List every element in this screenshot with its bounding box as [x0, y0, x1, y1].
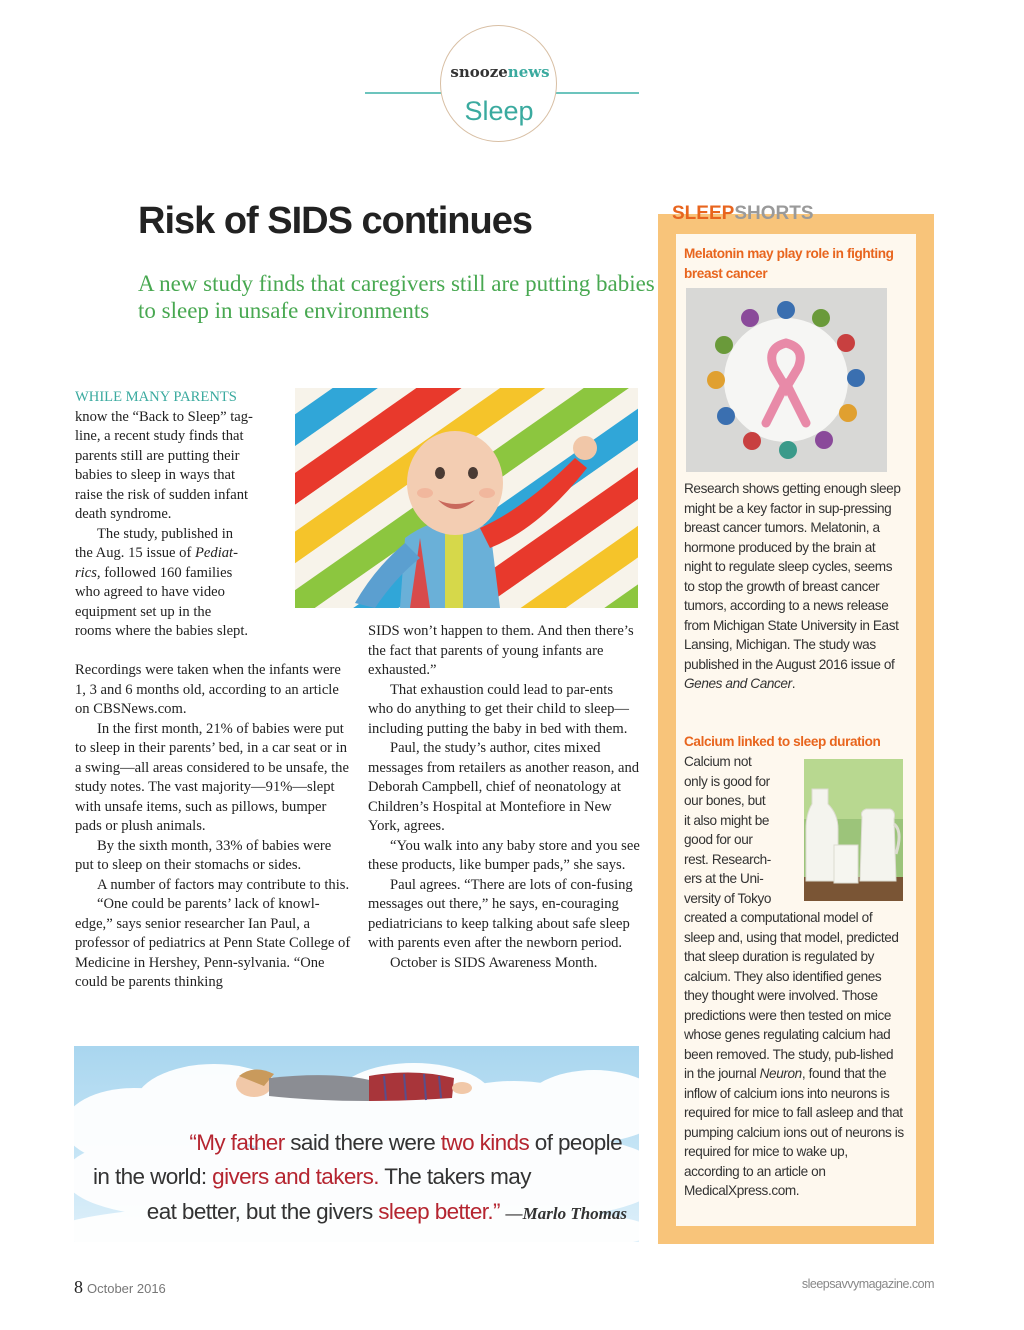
- column-1-wide: [75, 661, 353, 993]
- issue-date: October 2016: [87, 1281, 166, 1296]
- para-1-line: babies to sleep in ways that: [75, 467, 236, 483]
- para-3: In the first month, 21% of babies were put to sleep in their parents’ bed, in a car seat or in a swing—all areas considered to be unsafe, the study notes. The vast majority—91%—slept with unsafe items, such as pillows, bumper pads or plush animals.: [75, 720, 349, 834]
- sidebar-item-2-heading: Calcium linked to sleep duration: [684, 734, 881, 749]
- milk-bottles-photo: [804, 759, 903, 901]
- col2-para-5: Paul agrees. “There are lots of con-fusing messages out there,” he says, en-couraging pediatricians to keep talking about safe sleep with parents even after the newborn period.: [368, 876, 633, 951]
- sidebar-item-1-heading: Melatonin may play role in fighting breast cancer: [684, 246, 894, 281]
- quote-banner: [74, 1046, 639, 1242]
- section-label: Sleep: [464, 96, 534, 126]
- para-2-line: the Aug. 15 issue of Pediat-: [75, 545, 238, 561]
- col2-para-3: Paul, the study’s author, cites mixed messages from retailers as another reason, and Deborah Campbell, chief of neonatology at Children’s Hospital at Montefiore in New York, agrees.: [368, 740, 640, 834]
- para-4: By the sixth month, 33% of babies were put to sleep on their stomachs or sides.: [75, 837, 332, 873]
- brand-logo: snoozenews: [450, 63, 550, 81]
- column-2: [368, 622, 640, 973]
- quote-line-3: eat better, but the givers sleep better.” —Marlo Thomas: [146, 1199, 627, 1224]
- sidebar-title: SLEEPSHORTS: [672, 203, 814, 224]
- quote-line-2: in the world: givers and takers. The takers may: [93, 1164, 531, 1189]
- sidebar-item-2-narrow: Calcium not only is good for our bones, but it also might be good for our rest. Research- ers at the Uni- versity of Tokyo: [684, 754, 772, 906]
- para-1-line: raise the risk of sudden infant: [75, 486, 249, 503]
- para-1-line: death syndrome.: [75, 506, 172, 522]
- article-headline: Risk of SIDS continues: [138, 200, 532, 242]
- para-2-line: rics, followed 160 families: [75, 564, 233, 581]
- para-2-cont: Recordings were taken when the infants were 1, 3 and 6 months old, according to an article on CBSNews.com.: [75, 662, 341, 717]
- ribbon-circle-photo: [686, 288, 887, 472]
- para-2-line: rooms where the babies slept.: [75, 623, 249, 639]
- sidebar-item-1-body: Research shows getting enough sleep might be a key factor in sup-pressing breast cancer tumors. Melatonin, a hormone produced by the brain at night to regulate sleep cycles, seems to stop the growth of breast cancer tumors, according to a news release from Michigan State University in East Lansing, Michigan. The study was published in the August 2016 issue of Genes and Cancer.: [684, 481, 901, 691]
- page-number: 8: [74, 1277, 83, 1297]
- page-folio: [74, 1277, 166, 1298]
- para-2-line: equipment set up in the: [75, 603, 212, 620]
- para-1-line: know the “Back to Sleep” tag-: [75, 408, 253, 425]
- quote-author: —Marlo Thomas: [505, 1204, 627, 1223]
- para-2-line: who agreed to have video: [75, 584, 225, 600]
- col2-para-4: “You walk into any baby store and you see these products, like bumper pads,” she says.: [368, 837, 640, 873]
- col2-para-1: SIDS won’t happen to them. And then there’s the fact that parents of young infants are exhausted.”: [368, 623, 634, 678]
- article-deck: A new study finds that caregivers still are putting babies to sleep in unsafe environments: [138, 271, 655, 323]
- para-6: “One could be parents’ lack of knowl-edge,” says senior researcher Ian Paul, a professor of pediatrics at Penn State College of Medicine in Hershey, Penn-sylvania. “One could be parents thinking: [75, 896, 351, 990]
- para-1-line: parents still are putting their: [75, 447, 240, 464]
- col2-para-6: October is SIDS Awareness Month.: [390, 954, 598, 971]
- baby-photo: [295, 388, 638, 608]
- para-5: A number of factors may contribute to this.: [97, 876, 350, 893]
- lead-in: WHILE MANY PARENTS: [75, 389, 237, 405]
- para-1-line: line, a recent study finds that: [75, 428, 244, 444]
- col2-para-2: That exhaustion could lead to par-ents who do anything to get their child to sleep—including putting the baby in bed with them.: [368, 681, 630, 737]
- sidebar-item-2-body: created a computational model of sleep and, using that model, predicted that sleep duration is regulated by calcium. They also identified genes they thought were involved. Those predictions were then tested on mice whose genes regulating calcium had been removed. The study, pub-lished in the journal Neuron, found that the inflow of calcium ions into neurons is required for mice to fall asleep and that pumping calcium ions out of neurons is required for mice to wake up, according to an article on MedicalXpress.com.: [684, 910, 904, 1198]
- para-2-line: The study, published in: [97, 525, 234, 542]
- site-url: sleepsavvymagazine.com: [801, 1277, 934, 1291]
- column-1-narrow: [75, 388, 290, 642]
- quote-line-1: “My father said there were two kinds of people: [189, 1130, 622, 1155]
